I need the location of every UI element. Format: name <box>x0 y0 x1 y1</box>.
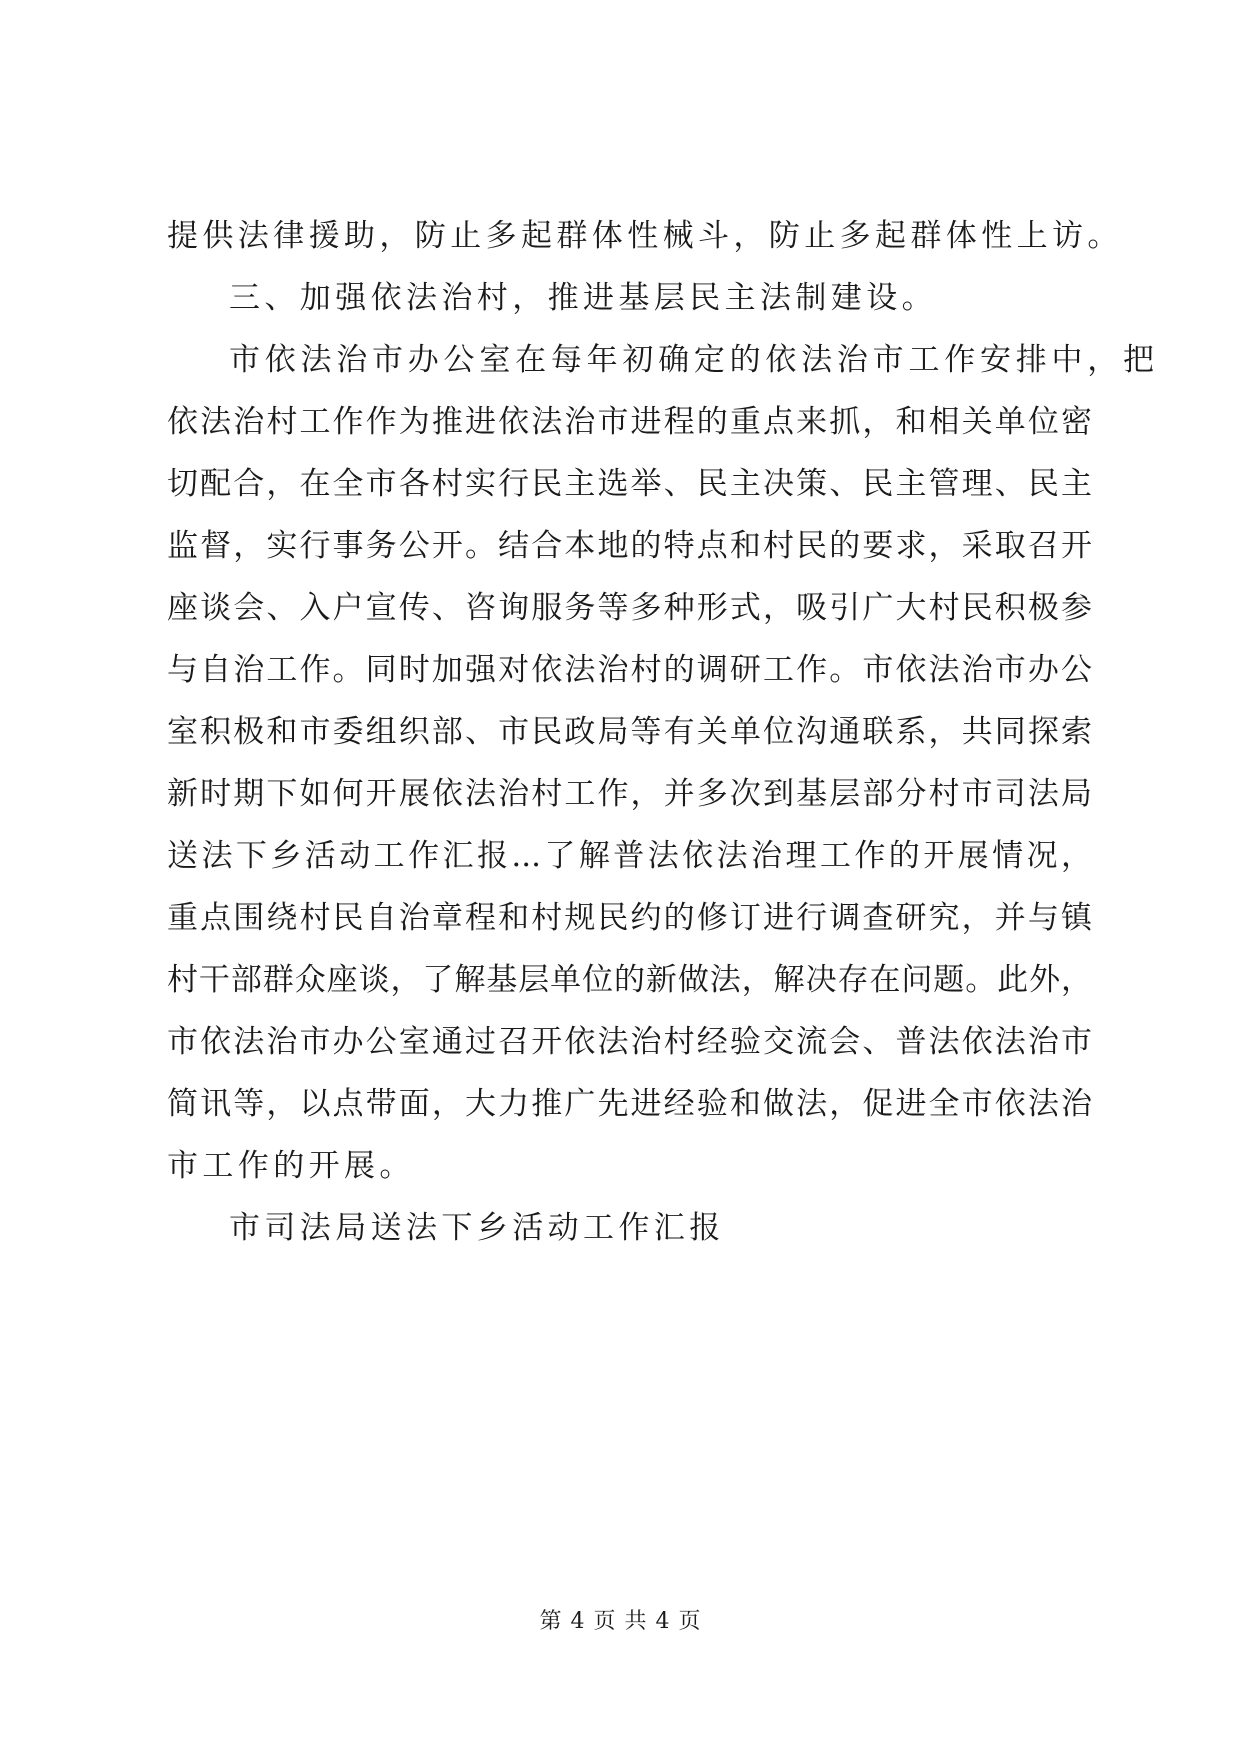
section-heading: 三、加强依法治村，推进基层民主法制建设。 <box>229 280 937 316</box>
body-line: 与自治工作。同时加强对依法治村的调研工作。市依法治市办公 <box>167 652 1092 688</box>
body-line: 市工作的开展。 <box>167 1148 415 1184</box>
body-line: 依法治村工作作为推进依法治市进程的重点来抓，和相关单位密 <box>167 404 1092 440</box>
page-number: 第 4 页 共 4 页 <box>539 1609 702 1634</box>
closing-title: 市司法局送法下乡活动工作汇报 <box>229 1210 725 1246</box>
body-line: 送法下乡活动工作汇报...了解普法依法治理工作的开展情况， <box>167 838 1092 874</box>
body-line: 座谈会、入户宣传、咨询服务等多种形式，吸引广大村民积极参 <box>167 590 1092 626</box>
body-line: 新时期下如何开展依法治村工作，并多次到基层部分村市司法局 <box>167 776 1092 812</box>
body-line: 重点围绕村民自治章程和村规民约的修订进行调查研究，并与镇 <box>167 900 1092 936</box>
body-line: 监督，实行事务公开。结合本地的特点和村民的要求，采取召开 <box>167 528 1092 564</box>
body-line: 市依法治市办公室在每年初确定的依法治市工作安排中，把 <box>229 342 1154 378</box>
body-line: 简讯等，以点带面，大力推广先进经验和做法，促进全市依法治 <box>167 1086 1092 1122</box>
body-line: 提供法律援助，防止多起群体性械斗，防止多起群体性上访。 <box>167 218 1123 254</box>
body-line: 切配合，在全市各村实行民主选举、民主决策、民主管理、民主 <box>167 466 1092 502</box>
body-line: 市依法治市办公室通过召开依法治村经验交流会、普法依法治市 <box>167 1024 1092 1060</box>
body-line: 室积极和市委组织部、市民政局等有关单位沟通联系，共同探索 <box>167 714 1092 750</box>
body-line: 村干部群众座谈，了解基层单位的新做法，解决存在问题。此外， <box>167 962 1092 998</box>
